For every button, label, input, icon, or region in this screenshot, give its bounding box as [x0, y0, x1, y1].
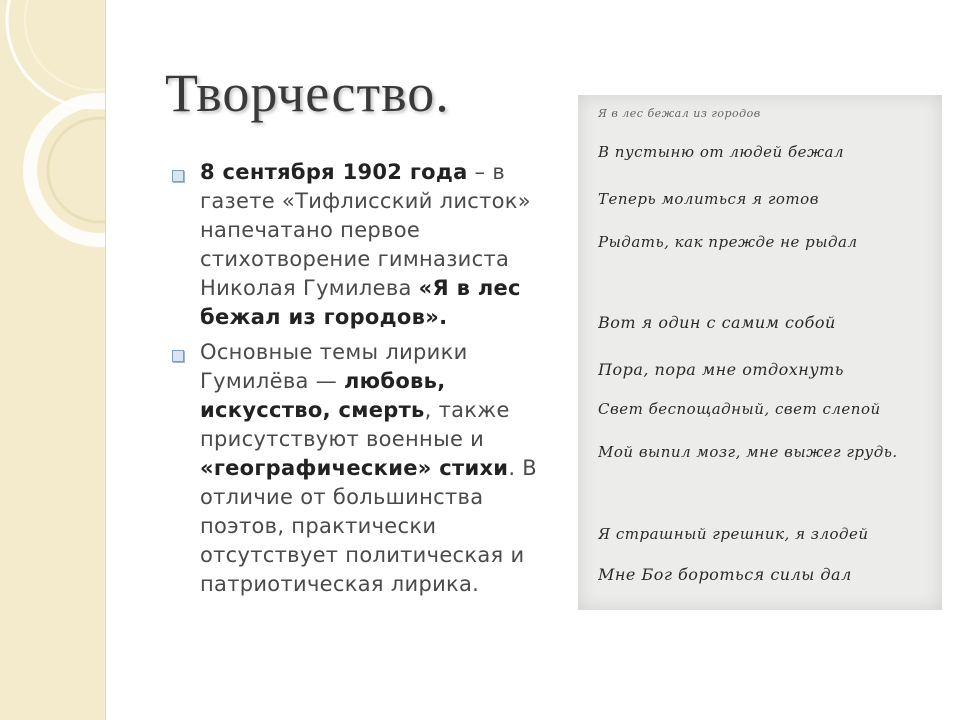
- handwritten-manuscript-image: [578, 95, 942, 610]
- manuscript-line: Я страшный грешник, я злодей: [598, 525, 869, 543]
- bullet-list: [172, 158, 572, 605]
- bullet-text: [200, 338, 572, 599]
- poem-title: «Я в лес бежал из городов».: [200, 276, 521, 329]
- manuscript-line: Мне Бог бороться силы дал: [598, 565, 852, 584]
- bullet-body: – в газете «Тифлисский листок» напечатано первое стихотворение гимназиста Николая Гумилева: [200, 160, 531, 300]
- square-bullet-icon: [172, 350, 184, 362]
- manuscript-line: Рыдать, как прежде не рыдал: [598, 233, 858, 251]
- square-bullet-icon: [172, 170, 184, 182]
- bullet-item: [172, 338, 572, 599]
- manuscript-line: В пустыню от людей бежал: [598, 143, 845, 161]
- manuscript-line: Я в лес бежал из городов: [598, 107, 761, 120]
- bullet-text: [200, 158, 572, 332]
- manuscript-line: Вот я один с самим собой: [598, 313, 836, 332]
- bullet-body: Основные темы лирики Гумилёва —: [200, 340, 468, 393]
- bullet-body: . В отличие от большинства поэтов, практически отсутствует политическая и патриотическая лирика.: [200, 456, 537, 596]
- bullet-themes: любовь, искусство, смерть: [200, 369, 446, 422]
- bullet-item: [172, 158, 572, 332]
- decorative-side-band: [0, 0, 106, 720]
- manuscript-line: Пора, пора мне отдохнуть: [598, 360, 845, 379]
- bullet-geo: «географические» стихи: [200, 456, 509, 480]
- manuscript-line: Теперь молиться я готов: [598, 190, 819, 208]
- manuscript-line: Мой выпил мозг, мне выжег грудь.: [598, 443, 898, 461]
- decorative-circles: [0, 0, 105, 720]
- slide-title: Творчество.: [165, 63, 450, 123]
- bullet-date: 8 сентября 1902 года: [200, 160, 468, 184]
- manuscript-line: Свет беспощадный, свет слепой: [598, 400, 881, 418]
- bullet-body: , также присутствуют военные и: [200, 398, 510, 451]
